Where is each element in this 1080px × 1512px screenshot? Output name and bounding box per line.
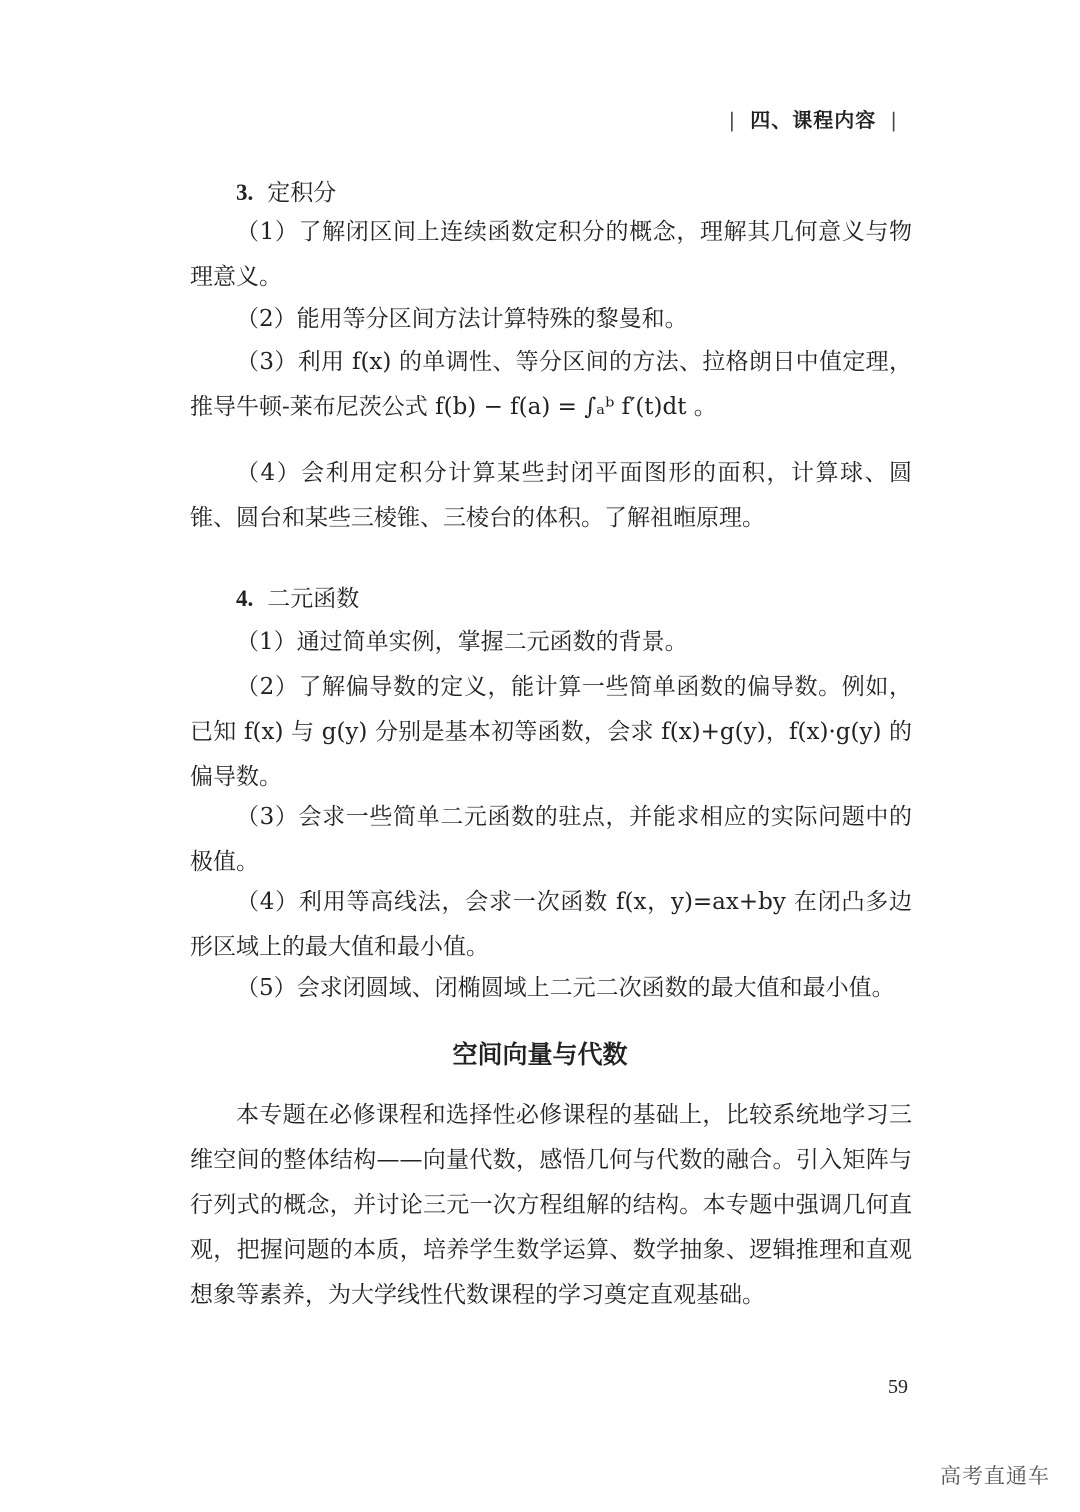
- running-title: 四、课程内容: [750, 108, 877, 132]
- topic-title: 空间向量与代数: [452, 1040, 628, 1069]
- list-item: （4）利用等高线法，会求一次函数 f(x，y)=ax+by 在闭凸多边形区域上的最大值和最小值。: [190, 889, 912, 960]
- list-item: （3）利用 f(x) 的单调性、等分区间的方法、拉格朗日中值定理，推导牛顿-莱布尼茨公式 f(b) − f(a) = ∫ₐᵇ f′(t)dt 。: [190, 349, 912, 420]
- section-number: 4.: [236, 586, 254, 611]
- page-number: 59: [888, 1376, 908, 1398]
- list-item: （4）会利用定积分计算某些封闭平面图形的面积，计算球、圆锥、圆台和某些三棱锥、三棱台的体积。了解祖暅原理。: [190, 460, 912, 531]
- watermark: 高考直通车: [940, 1464, 1050, 1488]
- list-item: （2）了解偏导数的定义，能计算一些简单函数的偏导数。例如，已知 f(x) 与 g(y) 分别是基本初等函数，会求 f(x)+g(y)，f(x)·g(y) 的偏导数。: [190, 674, 912, 790]
- list-item: （1）了解闭区间上连续函数定积分的概念，理解其几何意义与物理意义。: [190, 219, 912, 290]
- list-item: （2）能用等分区间方法计算特殊的黎曼和。: [236, 306, 688, 332]
- section-title: 定积分: [267, 180, 337, 206]
- section-number: 3.: [236, 180, 254, 205]
- list-item: （3）会求一些简单二元函数的驻点，并能求相应的实际问题中的极值。: [190, 804, 912, 875]
- section-title: 二元函数: [267, 586, 360, 612]
- section-heading-3: [236, 174, 336, 207]
- list-item: （1）通过简单实例，掌握二元函数的背景。: [236, 629, 688, 655]
- topic-intro: 本专题在必修课程和选择性必修课程的基础上，比较系统地学习三维空间的整体结构——向量代数，感悟几何与代数的融合。引入矩阵与行列式的概念，并讨论三元一次方程组解的结构。本专题中强调几何直观，把握问题的本质，培养学生数学运算、数学抽象、逻辑推理和直观想象等素养，为大学线性代数课程的学习奠定直观基础。: [190, 1102, 912, 1308]
- list-item: （5）会求闭圆域、闭椭圆域上二元二次函数的最大值和最小值。: [236, 975, 895, 1001]
- running-header: | 四、课程内容 |: [728, 108, 898, 132]
- section-heading-4: [236, 580, 359, 613]
